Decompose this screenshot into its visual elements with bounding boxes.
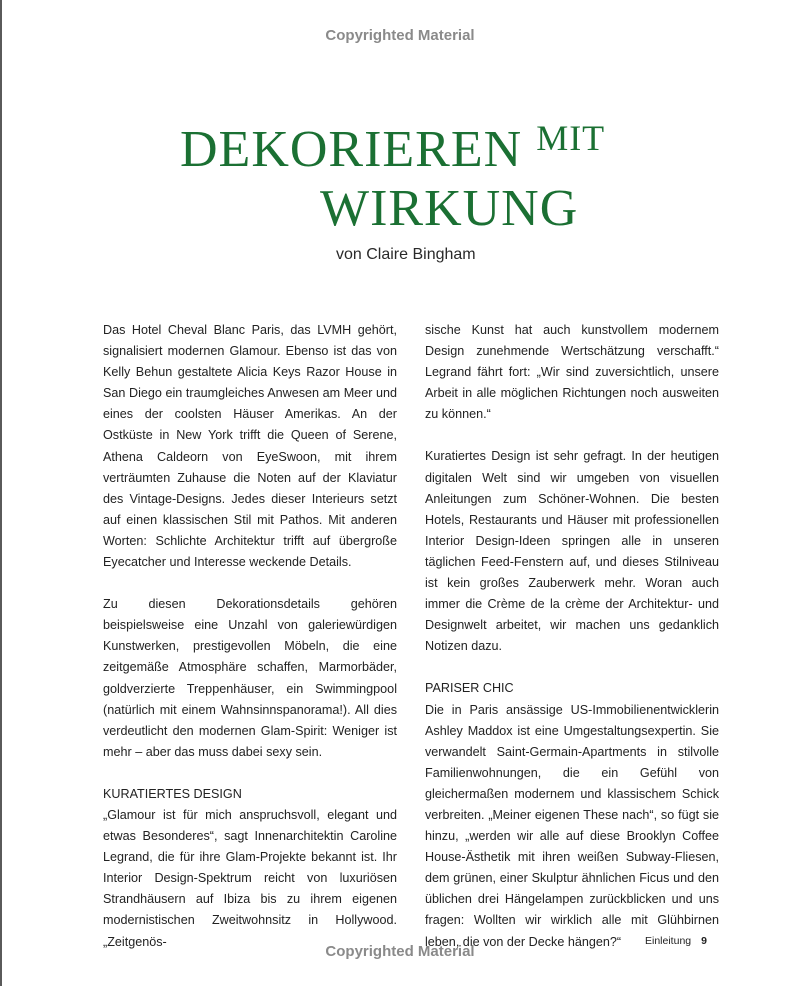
paragraph: sische Kunst hat auch kunstvollem modernem Design zunehmende Wertschätzung verschafft.“ Legrand fährt fort: „Wir sind zuversichtlich, unsere Arbeit in alle möglichen Richtungen noch ausweiten zu können.“: [425, 323, 719, 422]
copyright-watermark-bottom: Copyrighted Material: [325, 943, 475, 960]
paragraph: Die in Paris ansässige US-Immobilienentwicklerin Ashley Maddox ist eine Umgestaltungsexpertin. Sie verwandelt Saint-Germain-Apartments in stilvolle Familienwohnungen, die ein Gefühl von gleichermaßen modernem und klassischem Schick verbreiten. „Meiner eigenen These nach“, so fügt sie hinzu, „werden wir alle auf diese Brooklyn Coffee House-Ästhetik mit ihren weißen Subway-Fliesen, dem grünen, einer Skulptur ähnlichen Ficus und den üblichen drei Hängelampen zurückblicken und uns fragen: Wollten wir wirklich alle mit Glühbirnen leben, die von der Decke hängen?“: [425, 702, 719, 949]
title-word-mit: MIT: [536, 118, 606, 158]
section-heading: KURATIERTES DESIGN: [103, 786, 242, 801]
paragraph: Zu diesen Dekorationsdetails gehören beispielsweise eine Unzahl von galeriewürdigen Kunstwerken, prestigevollen Möbeln, die eine zeitgemäße Atmosphäre schaffen, Marmorbäder, goldverzierte Treppenhäuser, ein Swimmingpool (natürlich mit einem Wahnsinnspanorama!). All dies verdeutlicht den modernen Glam-Spirit: Weniger ist mehr – aber das muss dabei sexy sein.: [103, 597, 397, 759]
author-byline: von Claire Bingham: [336, 246, 476, 263]
paragraph: Kuratiertes Design ist sehr gefragt. In der heutigen digitalen Welt sind wir umgeben von visuellen Anleitungen zum Schöner-Wohnen. Die besten Hotels, Restaurants und Häuser mit professionellen Interior Design-Ideen springen alle in unseren täglichen Feed-Fenstern auf, und dieses Stilniveau ist kein großes Zauberwerk mehr. Woran auch immer die Crème de la crème der Architektur- und Designwelt arbeitet, wir machen uns gedanklich Notizen dazu.: [425, 449, 719, 654]
page-number: 9: [701, 935, 707, 947]
title-line-1: [180, 118, 606, 178]
footer-section-name: Einleitung: [645, 935, 692, 947]
right-column: [425, 320, 719, 974]
title-line-2: WIRKUNG: [320, 180, 579, 237]
copyright-watermark-top: Copyrighted Material: [325, 27, 475, 44]
title-word-dekorieren: DEKORIEREN: [180, 121, 523, 178]
section-heading: PARISER CHIC: [425, 681, 514, 696]
page-edge: [0, 0, 2, 986]
paragraph: Das Hotel Cheval Blanc Paris, das LVMH gehört, signalisiert modernen Glamour. Ebenso ist das von Kelly Behun gestaltete Alicia Keys Razor House in San Diego ein traumgleiches Anwesen am Meer und eines der coolsten Häuser Amerikas. An der Ostküste in New York trifft die Queen of Serene, Athena Caldeorn von EyeSwoon, mit ihrem verträumten Zuhause die Noten auf der Klaviatur des Vintage-Designs. Jedes dieser Interieurs setzt auf einen klassischen Stil mit Pathos. Mit anderen Worten: Schlichte Architektur trifft auf übergroße Eyecatcher und Interesse weckende Details.: [103, 323, 397, 570]
paragraph: „Glamour ist für mich anspruchsvoll, elegant und etwas Besonderes“, sagt Innenarchitektin Caroline Legrand, die für ihre Glam-Projekte bekannt ist. Ihr Interior Design-Spektrum reicht von luxuriösen Strandhäusern auf Ibiza bis zu ihrem eigenen modernistischen Zweitwohnsitz in Hollywood. „Zeitgenös-: [103, 807, 397, 949]
page-footer: [645, 935, 707, 947]
left-column: [103, 320, 397, 974]
